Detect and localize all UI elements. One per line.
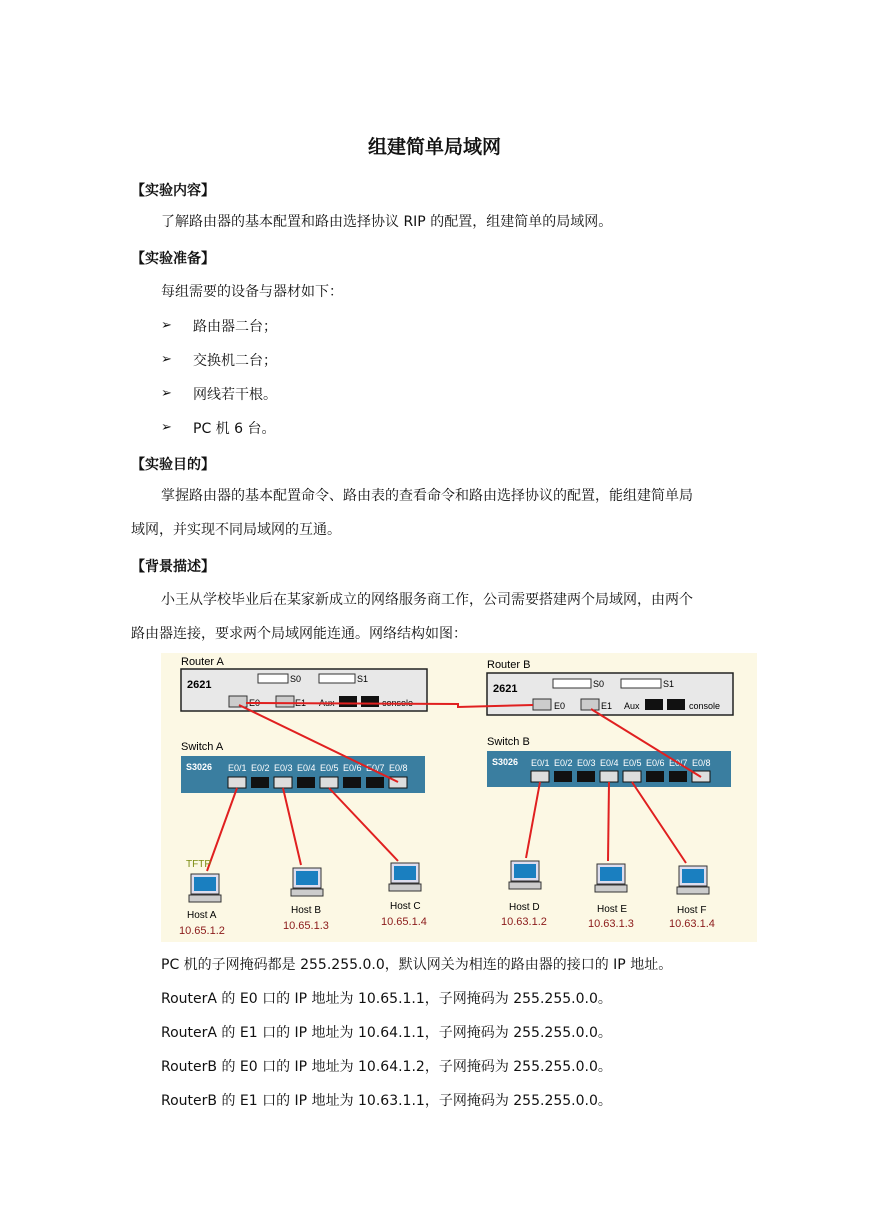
router-a-model: 2621 bbox=[187, 679, 212, 691]
router-b-e0: E0 bbox=[554, 701, 566, 711]
prep-item-4: PC 机 6 台。 bbox=[193, 421, 276, 437]
ethernet-port-icon bbox=[229, 696, 247, 707]
computer-icon bbox=[595, 864, 627, 892]
ethernet-port-icon bbox=[581, 699, 599, 710]
router-a-aux: Aux bbox=[319, 698, 335, 708]
router-b-console: console bbox=[689, 701, 721, 711]
ethernet-port-icon bbox=[276, 696, 294, 707]
host-d-name: Host D bbox=[509, 902, 540, 913]
goal-line-1: 掌握路由器的基本配置命令、路由表的查看命令和路由选择协议的配置，能组建简单局 bbox=[161, 488, 693, 504]
note-line-1: PC 机的子网掩码都是 255.255.0.0，默认网关为相连的路由器的接口的 IP 地址。 bbox=[161, 957, 673, 973]
prep-item-2: 交换机二台； bbox=[193, 353, 277, 369]
switch-port-icon bbox=[554, 771, 572, 782]
host-c-ip: 10.65.1.4 bbox=[381, 916, 427, 928]
background-line-1: 小王从学校毕业后在某家新成立的网络服务商工作，公司需要搭建两个局域网，由两个 bbox=[161, 592, 693, 608]
note-line-3: RouterA 的 E1 口的 IP 地址为 10.64.1.1，子网掩码为 255.255.0.0。 bbox=[161, 1025, 612, 1041]
switch-a bbox=[181, 756, 425, 793]
switch-a-port-label: E0/5 bbox=[320, 763, 339, 773]
switch-b bbox=[487, 751, 731, 787]
router-a-e0: E0 bbox=[249, 698, 261, 708]
section-heading-background: 【背景描述】 bbox=[131, 559, 215, 575]
tftp-label: TFTP bbox=[186, 859, 211, 870]
host-b-name: Host B bbox=[291, 905, 322, 916]
router-a-console: console bbox=[382, 698, 414, 708]
switch-port-icon bbox=[228, 777, 246, 788]
switch-b-port-label: E0/7 bbox=[669, 758, 688, 768]
note-line-5: RouterB 的 E1 口的 IP 地址为 10.63.1.1，子网掩码为 255.255.0.0。 bbox=[161, 1093, 612, 1109]
switch-b-port-label: E0/4 bbox=[600, 758, 619, 768]
host-b-ip: 10.65.1.3 bbox=[283, 920, 329, 932]
host-f-ip: 10.63.1.4 bbox=[669, 918, 715, 930]
switch-port-icon bbox=[366, 777, 384, 788]
switch-port-icon bbox=[343, 777, 361, 788]
switch-b-port-label: E0/5 bbox=[623, 758, 642, 768]
switch-a-port-label: E0/2 bbox=[251, 763, 270, 773]
bullet-icon: ➢ bbox=[161, 420, 172, 435]
computer-icon bbox=[677, 866, 709, 894]
host-c-name: Host C bbox=[390, 901, 421, 912]
switch-a-port-label: E0/4 bbox=[297, 763, 316, 773]
switch-a-port-label: E0/7 bbox=[366, 763, 385, 773]
switch-a-model: S3026 bbox=[186, 762, 213, 772]
ethernet-port-icon bbox=[361, 696, 379, 707]
serial-port-icon bbox=[258, 674, 288, 683]
host-a-name: Host A bbox=[187, 910, 217, 921]
section-heading-goal: 【实验目的】 bbox=[131, 457, 215, 473]
switch-port-icon bbox=[669, 771, 687, 782]
router-b-aux: Aux bbox=[624, 701, 640, 711]
bullet-icon: ➢ bbox=[161, 318, 172, 333]
host-a-ip: 10.65.1.2 bbox=[179, 925, 225, 937]
switch-b-port-label: E0/2 bbox=[554, 758, 573, 768]
switch-a-port-label: E0/1 bbox=[228, 763, 247, 773]
router-a-s0: S0 bbox=[290, 674, 302, 684]
ethernet-port-icon bbox=[339, 696, 357, 707]
switch-b-port-label: E0/8 bbox=[692, 758, 711, 768]
switch-b-model: S3026 bbox=[492, 757, 519, 767]
serial-port-icon bbox=[621, 679, 661, 688]
host-e-name: Host E bbox=[597, 904, 628, 915]
switch-port-icon bbox=[320, 777, 338, 788]
note-line-4: RouterB 的 E0 口的 IP 地址为 10.64.1.2，子网掩码为 255.255.0.0。 bbox=[161, 1059, 612, 1075]
switch-b-port-label: E0/1 bbox=[531, 758, 550, 768]
section-heading-content: 【实验内容】 bbox=[131, 183, 215, 199]
switch-a-port-label: E0/8 bbox=[389, 763, 408, 773]
router-b-e1: E1 bbox=[601, 701, 613, 711]
computer-icon bbox=[189, 874, 221, 902]
serial-port-icon bbox=[319, 674, 355, 683]
host-f-name: Host F bbox=[677, 905, 707, 916]
host-e-ip: 10.63.1.3 bbox=[588, 918, 634, 930]
router-a-e1: E1 bbox=[295, 698, 307, 708]
section-heading-prep: 【实验准备】 bbox=[131, 251, 215, 267]
switch-port-icon bbox=[577, 771, 595, 782]
goal-line-2: 域网，并实现不同局域网的互通。 bbox=[131, 522, 341, 538]
computer-icon bbox=[509, 861, 541, 889]
router-b-s1: S1 bbox=[663, 679, 675, 689]
host-d-ip: 10.63.1.2 bbox=[501, 916, 547, 928]
bullet-icon: ➢ bbox=[161, 352, 172, 367]
prep-item-1: 路由器二台； bbox=[193, 319, 277, 335]
note-line-2: RouterA 的 E0 口的 IP 地址为 10.65.1.1，子网掩码为 255.255.0.0。 bbox=[161, 991, 612, 1007]
router-b bbox=[487, 673, 733, 715]
switch-port-icon bbox=[251, 777, 269, 788]
router-a-s1: S1 bbox=[357, 674, 369, 684]
ethernet-port-icon bbox=[645, 699, 663, 710]
page-title: 组建简单局域网 bbox=[367, 136, 501, 158]
switch-port-icon bbox=[297, 777, 315, 788]
switch-port-icon bbox=[531, 771, 549, 782]
computer-icon bbox=[291, 868, 323, 896]
bullet-icon: ➢ bbox=[161, 386, 172, 401]
content-text: 了解路由器的基本配置和路由选择协议 RIP 的配置，组建简单的局域网。 bbox=[161, 214, 613, 230]
switch-port-icon bbox=[600, 771, 618, 782]
switch-a-label: Switch A bbox=[181, 741, 224, 753]
router-b-label: Router B bbox=[487, 659, 531, 671]
background-line-2: 路由器连接，要求两个局域网能连通。网络结构如图： bbox=[131, 626, 467, 642]
switch-b-label: Switch B bbox=[487, 736, 530, 748]
router-b-s0: S0 bbox=[593, 679, 605, 689]
router-a bbox=[181, 669, 427, 711]
computer-icon bbox=[389, 863, 421, 891]
switch-port-icon bbox=[274, 777, 292, 788]
switch-port-icon bbox=[646, 771, 664, 782]
router-b-model: 2621 bbox=[493, 683, 518, 695]
switch-b-port-label: E0/6 bbox=[646, 758, 665, 768]
ethernet-port-icon bbox=[533, 699, 551, 710]
ethernet-port-icon bbox=[667, 699, 685, 710]
serial-port-icon bbox=[553, 679, 591, 688]
switch-a-port-label: E0/3 bbox=[274, 763, 293, 773]
switch-a-port-label: E0/6 bbox=[343, 763, 362, 773]
network-diagram bbox=[161, 653, 757, 942]
prep-intro: 每组需要的设备与器材如下： bbox=[161, 284, 343, 300]
link-host-e bbox=[608, 782, 609, 861]
switch-b-port-label: E0/3 bbox=[577, 758, 596, 768]
prep-item-3: 网线若干根。 bbox=[193, 387, 277, 403]
router-a-label: Router A bbox=[181, 656, 224, 668]
switch-port-icon bbox=[623, 771, 641, 782]
